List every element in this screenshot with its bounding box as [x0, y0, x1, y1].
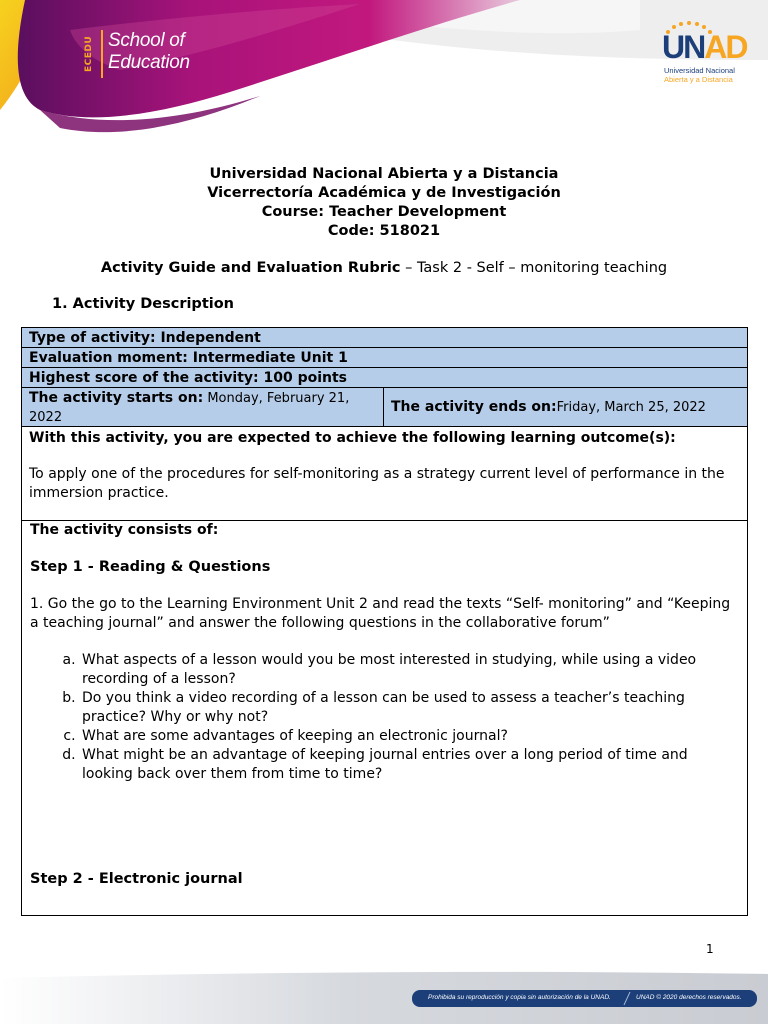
- unad-logo: [654, 18, 754, 88]
- page-number: 1: [706, 942, 714, 956]
- ecedu-tag: ECEDU: [84, 35, 94, 73]
- questions-list: [30, 651, 739, 784]
- outcome-heading: With this activity, you are expected to achieve the following learning outcome(s):: [29, 430, 676, 446]
- step1-intro: 1. Go the go to the Learning Environment Unit 2 and read the texts “Self- monitoring” and “Keeping a teaching journal” and answer the following questions in the collaborative forum”: [30, 596, 731, 631]
- start-date-label: The activity starts on:: [29, 390, 204, 406]
- step1-heading: Step 1 - Reading & Questions: [30, 559, 271, 575]
- footer-copyright: UNAD © 2020 derechos reservados.: [636, 994, 742, 1001]
- activity-consists-row: [22, 521, 747, 915]
- school-name-line1: School of: [108, 30, 185, 51]
- end-date-cell: [384, 388, 747, 426]
- vicerrectoria: Vicerrectoría Académica y de Investigación: [207, 185, 561, 201]
- university-name: Universidad Nacional Abierta y a Distancia: [209, 166, 559, 182]
- school-name: [108, 30, 228, 74]
- school-name-line2: Education: [108, 52, 190, 73]
- dates-row: [22, 388, 747, 427]
- document-titles: [0, 165, 768, 241]
- outcome-text: To apply one of the procedures for self-monitoring as a strategy current level of performance in the immersion practice.: [29, 466, 725, 501]
- header-banner: [0, 0, 768, 135]
- course-title: Course: Teacher Development: [261, 204, 507, 220]
- list-item: c. What are some advantages of keeping an electronic journal?: [80, 727, 739, 746]
- activity-table: [21, 327, 748, 916]
- section-heading: 1. Activity Description: [52, 296, 235, 312]
- list-item: b. Do you think a video recording of a lesson can be used to assess a teacher’s teaching practice? Why or why not?: [80, 689, 739, 727]
- activity-type-row: Type of activity: Independent: [22, 328, 747, 348]
- evaluation-moment-row: Evaluation moment: Intermediate Unit 1: [22, 348, 747, 368]
- end-date-label: The activity ends on:: [391, 399, 557, 415]
- course-code: Code: 518021: [327, 223, 441, 239]
- step2-heading: Step 2 - Electronic journal: [30, 871, 243, 887]
- end-date-value: Friday, March 25, 2022: [556, 399, 706, 415]
- list-item: a. What aspects of a lesson would you be most interested in studying, while using a video recording of a lesson?: [80, 651, 739, 689]
- guide-title: [0, 260, 768, 276]
- guide-title-rest: – Task 2 - Self – monitoring teaching: [400, 260, 668, 276]
- guide-title-bold: Activity Guide and Evaluation Rubric: [100, 260, 401, 276]
- unad-sub-line2: Abierta y a Distancia: [664, 74, 733, 84]
- footer-notice: Prohibida su reproducción y copia sin autorización de la UNAD.: [428, 994, 611, 1001]
- highest-score-row: Highest score of the activity: 100 points: [22, 368, 747, 388]
- learning-outcome-row: [22, 427, 747, 521]
- start-date-value: Monday, February 21, 2022: [29, 391, 350, 425]
- footer-band: [0, 968, 768, 1024]
- start-date-cell: [22, 388, 384, 426]
- unad-subtitle: [664, 67, 764, 84]
- list-item: d. What might be an advantage of keeping journal entries over a long period of time and looking back over them from time to time?: [80, 746, 739, 784]
- unad-sub-line1: Universidad Nacional: [664, 66, 735, 75]
- unad-wordmark: UNAD: [662, 29, 747, 65]
- logo-divider: [101, 30, 103, 78]
- consists-heading: The activity consists of:: [30, 522, 219, 538]
